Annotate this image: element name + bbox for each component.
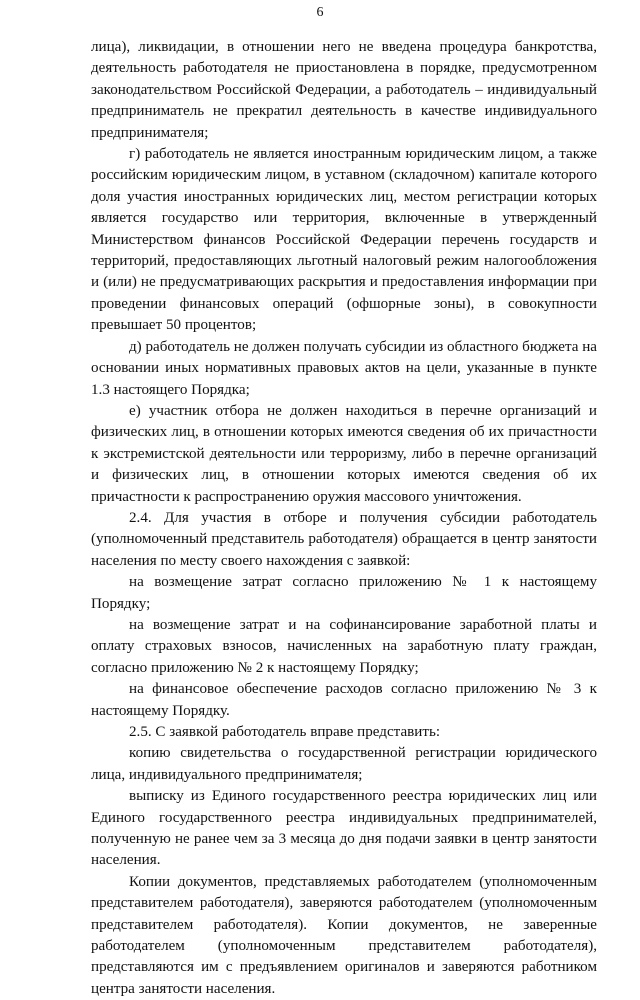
paragraph-appendix-2: на возмещение затрат и на софинансирование заработной платы и оплату страховых взносов, начисленных на заработную плату граждан, согласно приложению № 2 к настоящему Порядку;	[91, 616, 597, 676]
paragraph-document-copies: Копии документов, представляемых работодателем (уполномоченным представителем работодателя), заверяются работодателем (уполномоченным представителем работодателя). Копии документов, не заверенные работодателем (уполномоченным представителем работодателя), представляются им с предъявлением оригиналов и заверяются работником центра занятости населения.	[91, 873, 597, 997]
paragraph-item-g: г) работодатель не является иностранным юридическим лицом, а также российским юридическим лицом, в уставном (складочном) капитале которого доля участия иностранных юридических лиц, местом регистрации которых является государство или территория, включенные в утвержденный Министерством финансов Российской Федерации перечень государств и территорий, предоставляющих льготный налоговый режим налогообложения и (или) не предусматривающих раскрытия и предоставления информации при проведении финансовых операций (офшорные зоны), в совокупности превышает 50 процентов;	[91, 146, 597, 334]
paragraph-registry-extract: выписку из Единого государственного реестра юридических лиц или Единого государственного реестра индивидуальных предпринимателей, полученную не ранее чем за 3 месяца до дня подачи заявки в центр занятости населения.	[91, 788, 597, 869]
paragraph-item-e: е) участник отбора не должен находиться в перечне организаций и физических лиц, в отношении которых имеются сведения об их причастности к экстремистской деятельности или терроризму, либо в перечне организаций и физических лиц, в отношении которых имеются сведения об их причастности к распространению оружия массового уничтожения.	[91, 402, 597, 505]
page-number: 6	[316, 5, 324, 20]
paragraph-registration-copy: копию свидетельства о государственной регистрации юридического лица, индивидуального предпринимателя;	[91, 745, 597, 783]
paragraph-item-d: д) работодатель не должен получать субсидии из областного бюджета на основании иных нормативных правовых актов на цели, указанные в пункте 1.3 настоящего Порядка;	[91, 338, 597, 398]
document-body	[91, 37, 597, 1000]
paragraph-2-4: 2.4. Для участия в отборе и получения субсидии работодатель (уполномоченный представитель работодателя) обращается в центр занятости населения по месту своего нахождения с заявкой:	[91, 509, 597, 569]
paragraph-appendix-1: на возмещение затрат согласно приложению № 1 к настоящему Порядку;	[91, 574, 597, 612]
paragraph-bankruptcy-condition: лица), ликвидации, в отношении него не введена процедура банкротства, деятельность работодателя не приостановлена в порядке, предусмотренном законодательством Российской Федерации, а работодатель – индивидуальный предприниматель не прекратил деятельность в качестве индивидуального предпринимателя;	[91, 39, 597, 141]
paragraph-appendix-3: на финансовое обеспечение расходов согласно приложению № 3 к настоящему Порядку.	[91, 681, 597, 719]
paragraph-2-5: 2.5. С заявкой работодатель вправе представить:	[129, 724, 441, 740]
